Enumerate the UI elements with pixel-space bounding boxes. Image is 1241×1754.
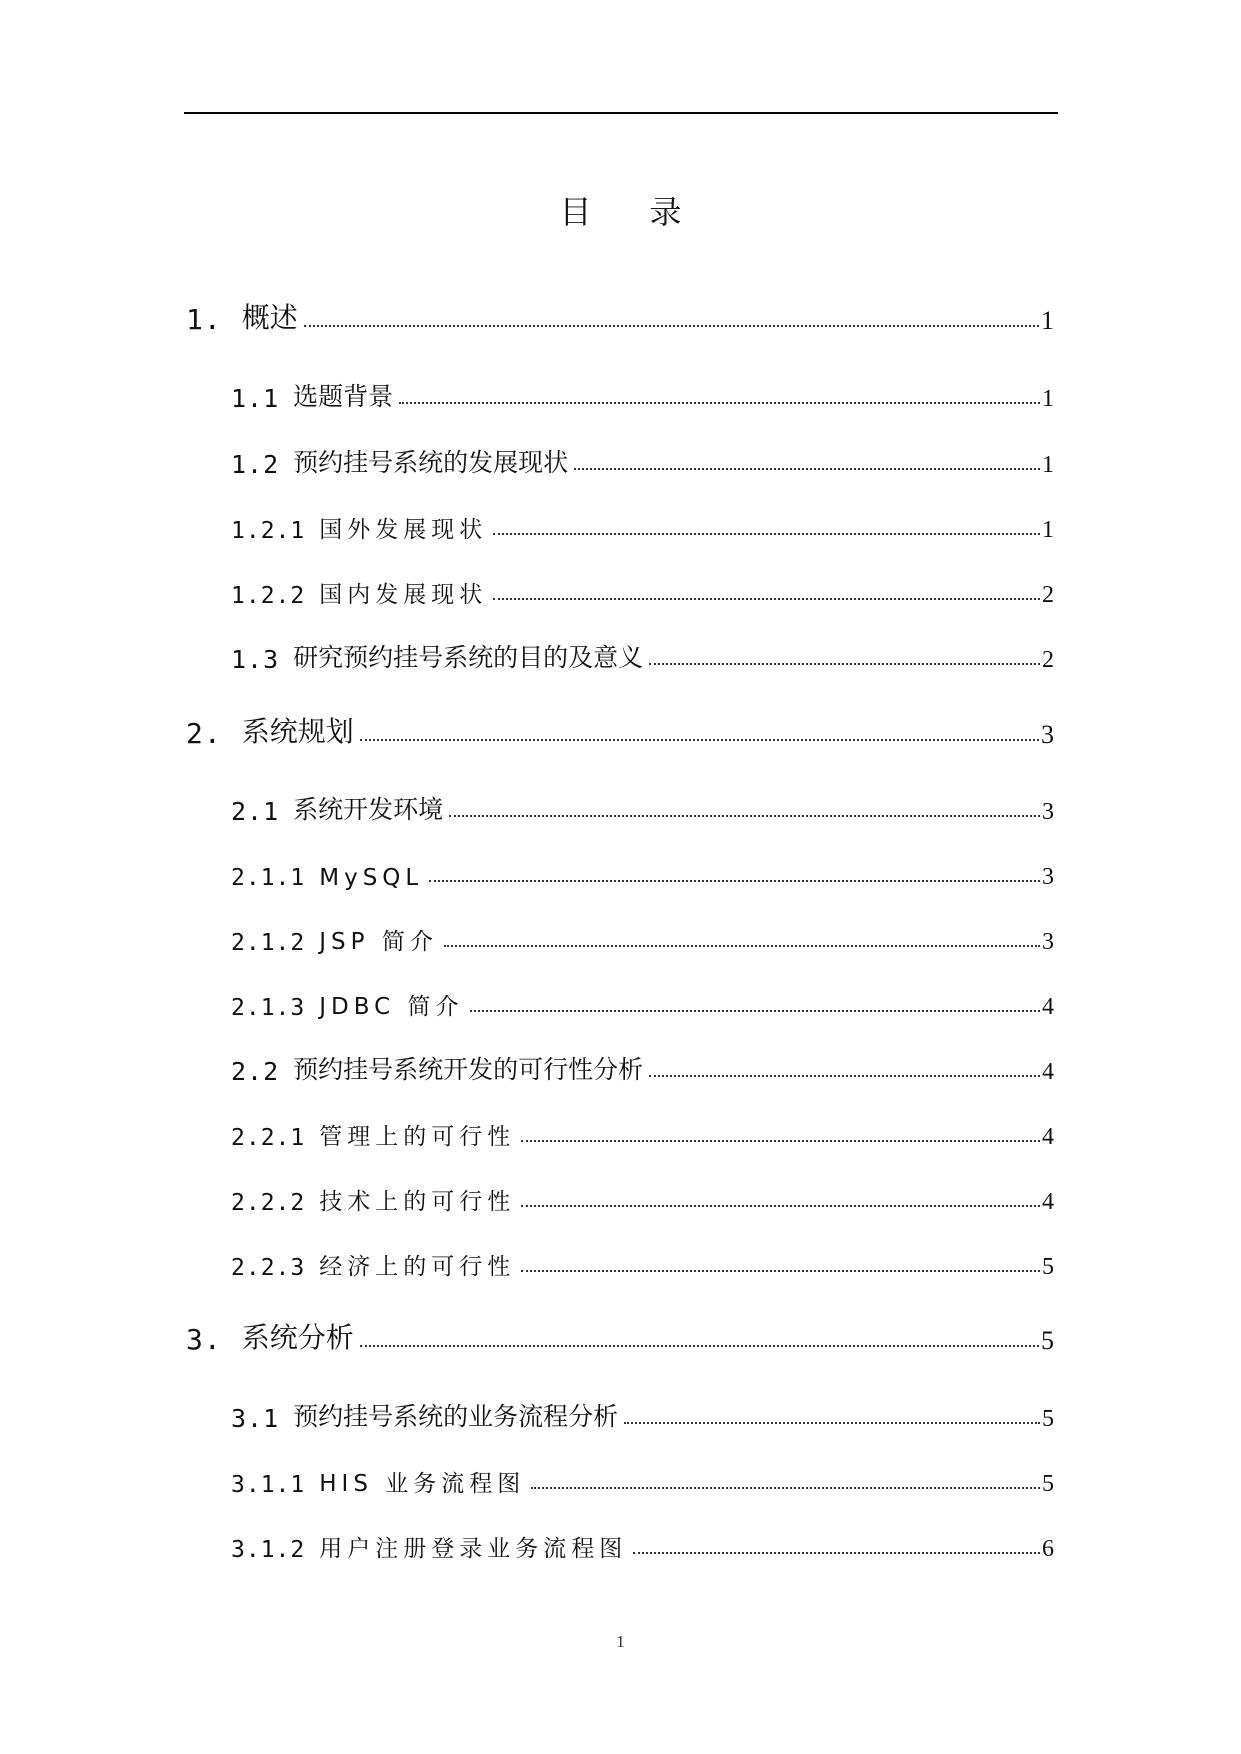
toc-entry-title: 国内发展现状 <box>319 582 488 608</box>
toc-entry-title: 选题背景 <box>293 382 394 411</box>
toc-entry-page: 5 <box>1041 1326 1054 1355</box>
toc-entry[interactable] <box>231 981 1054 1021</box>
toc-entry-page: 5 <box>1042 1406 1054 1432</box>
toc-entry-page: 1 <box>1041 306 1054 335</box>
toc-entry-title: 预约挂号系统开发的可行性分析 <box>293 1055 644 1084</box>
toc-entry[interactable] <box>231 504 1054 544</box>
toc-entry[interactable] <box>231 1176 1054 1216</box>
toc-dot-leader <box>444 945 1040 947</box>
toc-entry-number: 1.2 <box>231 450 280 479</box>
toc-dot-leader <box>521 1205 1040 1207</box>
header-rule <box>184 112 1058 114</box>
toc-entry[interactable] <box>231 786 1054 826</box>
toc-entry-number: 3.1.1 <box>231 1472 306 1498</box>
toc-entry-page: 3 <box>1042 929 1054 955</box>
toc-entry-page: 3 <box>1041 720 1054 749</box>
toc-entry[interactable] <box>231 1241 1054 1281</box>
toc-entry-title: 国外发展现状 <box>319 517 488 543</box>
toc-entry-number: 1.1 <box>231 384 280 413</box>
toc-title-part-2: 录 <box>649 193 682 231</box>
toc-entry-number: 2.2.1 <box>231 1125 306 1151</box>
toc-entry[interactable] <box>231 1111 1054 1151</box>
toc-entry-page: 5 <box>1042 1254 1054 1280</box>
toc-entry-page: 1 <box>1042 386 1054 412</box>
toc-dot-leader <box>493 533 1040 535</box>
toc-title <box>0 192 1241 232</box>
toc-entry-number: 1. <box>186 303 222 336</box>
toc-entry-number: 2.1 <box>231 797 280 826</box>
toc-entry-title: 系统规划 <box>241 715 354 748</box>
toc-dot-leader <box>470 1010 1041 1012</box>
toc-entry[interactable] <box>231 1393 1054 1433</box>
toc-entry-page: 1 <box>1042 517 1054 543</box>
toc-entry-title: 系统分析 <box>241 1321 354 1354</box>
toc-entry-page: 3 <box>1042 864 1054 890</box>
toc-entry-number: 2.1.2 <box>231 930 306 956</box>
toc-entry[interactable] <box>231 569 1054 609</box>
toc-entry-title: 管理上的可行性 <box>319 1124 516 1150</box>
toc-entry[interactable] <box>231 916 1054 956</box>
toc-entry-number: 3.1.2 <box>231 1537 306 1563</box>
toc-entry-number: 1.2.1 <box>231 518 306 544</box>
toc-dot-leader <box>304 325 1039 327</box>
toc-entry-page: 6 <box>1042 1536 1054 1562</box>
toc-entry-title: HIS 业务流程图 <box>319 1471 526 1497</box>
toc-dot-leader <box>429 880 1040 882</box>
toc-entry[interactable] <box>231 373 1054 413</box>
toc-entry-number: 2. <box>186 717 222 750</box>
toc-entry-page: 4 <box>1042 1189 1054 1215</box>
toc-entry-title: 概述 <box>241 301 298 334</box>
toc-entry-page: 2 <box>1042 582 1054 608</box>
toc-dot-leader <box>493 598 1040 600</box>
toc-dot-leader <box>531 1487 1040 1489</box>
toc-entry-page: 4 <box>1042 1124 1054 1150</box>
toc-dot-leader <box>633 1552 1040 1554</box>
toc-dot-leader <box>449 815 1040 817</box>
toc-entry-title: 预约挂号系统的发展现状 <box>293 448 569 477</box>
toc-entry-number: 3.1 <box>231 1404 280 1433</box>
toc-entry-title: 系统开发环境 <box>293 795 444 824</box>
toc-entry-number: 1.3 <box>231 645 280 674</box>
toc-entry-number: 3. <box>186 1323 222 1356</box>
toc-entry-page: 3 <box>1042 799 1054 825</box>
toc-dot-leader <box>360 1345 1039 1347</box>
toc-entry-page: 4 <box>1042 1059 1054 1085</box>
toc-entry[interactable] <box>231 851 1054 891</box>
toc-entry-title: 研究预约挂号系统的目的及意义 <box>293 643 644 672</box>
toc-entry[interactable] <box>231 1523 1054 1563</box>
toc-entry[interactable] <box>186 710 1054 750</box>
toc-dot-leader <box>649 663 1040 665</box>
toc-entry-page: 1 <box>1042 452 1054 478</box>
toc-entry-title: 经济上的可行性 <box>319 1254 516 1280</box>
toc-entry-number: 2.2.3 <box>231 1255 306 1281</box>
toc-dot-leader <box>574 468 1040 470</box>
toc-entry-title: JDBC 简介 <box>319 994 464 1020</box>
toc-entry[interactable] <box>186 1316 1054 1356</box>
toc-entry-title: 预约挂号系统的业务流程分析 <box>293 1402 619 1431</box>
toc-dot-leader <box>399 402 1040 404</box>
toc-entry[interactable] <box>231 439 1054 479</box>
toc-entry-title: MySQL <box>319 865 424 891</box>
page-number: 1 <box>616 1632 625 1651</box>
toc-entry[interactable] <box>231 1046 1054 1086</box>
toc-entry-title: 技术上的可行性 <box>319 1189 516 1215</box>
toc-dot-leader <box>649 1075 1040 1077</box>
toc-dot-leader <box>521 1140 1040 1142</box>
toc-entry-number: 2.2.2 <box>231 1190 306 1216</box>
toc-dot-leader <box>521 1270 1040 1272</box>
toc-entry-page: 5 <box>1042 1471 1054 1497</box>
toc-entry-title: 用户注册登录业务流程图 <box>319 1536 628 1562</box>
toc-entry-number: 2.1.3 <box>231 995 306 1021</box>
toc-entry-page: 4 <box>1042 994 1054 1020</box>
toc-entry[interactable] <box>231 634 1054 674</box>
toc-title-part-1: 目 <box>559 193 592 231</box>
toc-dot-leader <box>360 739 1039 741</box>
toc-entry-page: 2 <box>1042 647 1054 673</box>
toc-entry[interactable] <box>231 1458 1054 1498</box>
toc-entry[interactable] <box>186 296 1054 336</box>
toc-entry-title: JSP 简介 <box>319 929 438 955</box>
toc-entry-number: 1.2.2 <box>231 583 306 609</box>
toc-entry-number: 2.2 <box>231 1057 280 1086</box>
toc-entry-number: 2.1.1 <box>231 865 306 891</box>
toc-dot-leader <box>624 1422 1040 1424</box>
